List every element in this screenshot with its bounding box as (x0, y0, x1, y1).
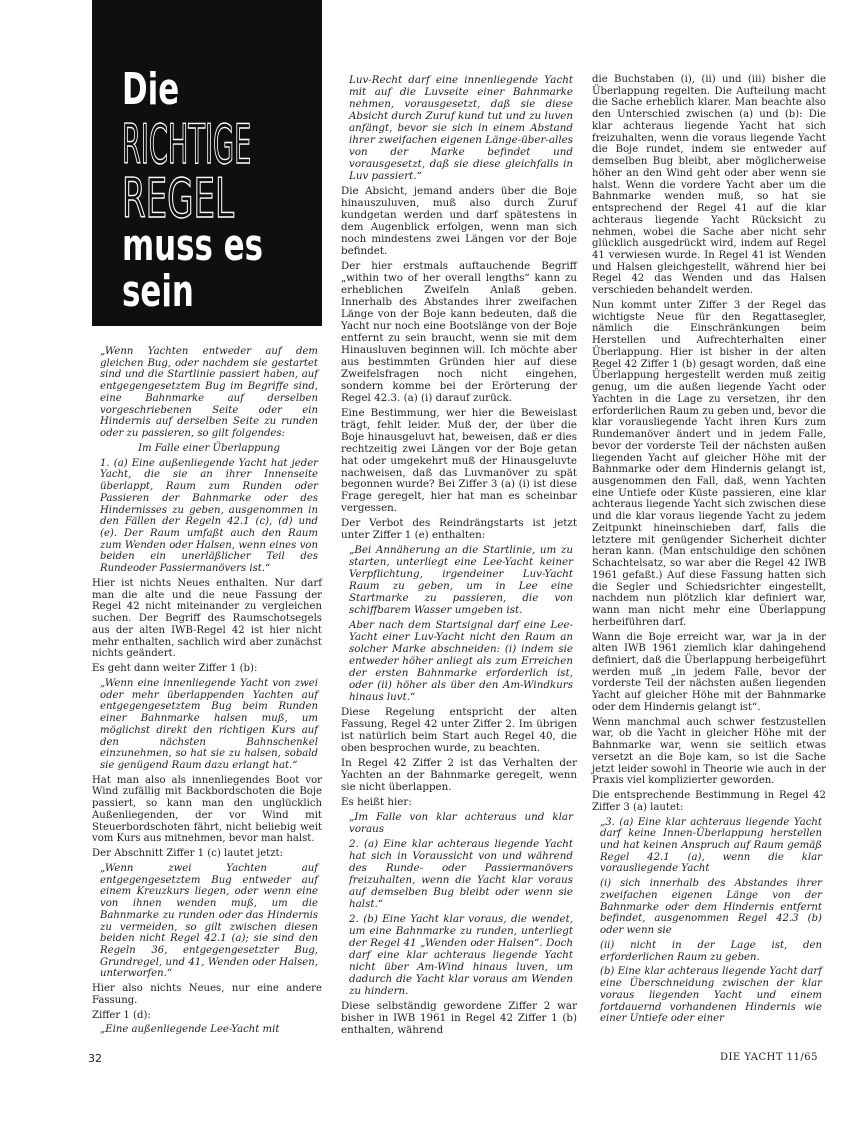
paragraph: „Wenn zwei Yachten auf entgegengesetztem Bug entweder auf einem Kreuzkurs liegen, oder wenn eine von ihnen wenden muß, um die Bahnmarke zu runden oder das Hindernis zu vermeiden, so gilt zwischen diesen beiden nicht Regel 42.1 (a); sie sind den Regeln 36, entgegengesetzter Bug, Grundregel, und 41, Wenden oder Halsen, unterworfen.“ (100, 862, 318, 980)
text-column-3 (592, 74, 826, 1028)
paragraph: Es heißt hier: (341, 796, 412, 809)
magazine-issue: DIE YACHT 11/65 (719, 1052, 818, 1063)
paragraph: Hier also nichts Neues, nur eine andere Fassung. (92, 983, 322, 1006)
paragraph: Es geht dann weiter Ziffer 1 (b): (92, 663, 258, 675)
title-line-richtige: RICHTIGE (122, 113, 252, 176)
paragraph: Diese Regelung entspricht der alten Fassung, Regel 42 unter Ziffer 2. Im übrigen ist natürlich beim Start auch Regel 40, die oben besprochen wurde, zu beachten. (341, 706, 577, 755)
page-number: 32 (88, 1052, 102, 1065)
paragraph: 2. (b) Eine Yacht klar voraus, die wendet, um eine Bahnmarke zu runden, unterliegt der Regel 41 „Wenden oder Halsen“. Doch darf eine klar achteraus liegende Yacht nicht über Am-Wind hinaus luven, um dadurch die Yacht klar voraus am Wenden zu hindern. (349, 912, 573, 997)
paragraph: „Wenn eine innenliegende Yacht von zwei oder mehr überlappenden Yachten auf entgegengesetztem Bug beim Runden einer Bahnmarke halsen muß, um möglichst direkt den richtigen Kurs auf den nächsten Bahnschenkel einzunehmen, so hat sie zu halsen, sobald sie genügend Raum dazu erlangt hat.“ (100, 677, 318, 771)
paragraph: „3. (a) Eine klar achteraus liegende Yacht darf keine Innen-Überlappung herstellen und hat keinen Anspruch auf Raum gemäß Regel 42.1 (a), wenn die klar vorausliegende Yacht (600, 816, 822, 875)
paragraph: Hat man also als innenliegendes Boot vor Wind zufällig mit Backbordschoten die Boje passiert, so kann man den unglücklich Außenliegenden, der vor Wind mit Steuerbordschoten fährt, nicht beliebig weit vom Kurs aus mitnehmen, bevor man halst. (92, 774, 322, 845)
paragraph: Hier ist nichts Neues enthalten. Nur darf man die alte und die neue Fassung der Regel 42 nicht miteinander zu vergleichen suchen. Der Begriff des Raumschotsegels aus der alten IWB-Regel 42 ist hier nicht mehr enthalten, sachlich wird aber zunächst nichts geändert. (92, 577, 322, 660)
paragraph: In Regel 42 Ziffer 2 ist das Verhalten der Yachten an der Bahnmarke geregelt, wenn sie nicht überlappen. (341, 757, 577, 794)
paragraph: Luv-Recht darf eine innenliegende Yacht mit auf die Luvseite einer Bahnmarke nehmen, vorausgesetzt, daß sie diese Absicht durch Zuruf kund tut und zu luven anfängt, bevor sie sich in einem Abstand ihrer zweifachen eigenen Länge-über-alles von der Marke befindet und vorausgesetzt, daß sie diese gleichfalls in Luv passiert.“ (349, 74, 573, 182)
paragraph: (ii) nicht in der Lage ist, den erforderlichen Raum zu geben. (600, 939, 822, 963)
paragraph: Ziffer 1 (d): (92, 1009, 151, 1021)
title-line-die: Die (122, 64, 180, 115)
paragraph: „Bei Annäherung an die Startlinie, um zu starten, unterliegt eine Lee-Yacht keiner Verpflichtung, irgendeiner Luv-Yacht Raum zu geben, um in Lee eine Startmarke zu passieren, die von schiffbarem Wasser umgeben ist. (349, 544, 573, 617)
title-line-sein: sein (122, 266, 194, 317)
paragraph: Im Falle einer Überlappung (138, 442, 280, 454)
paragraph: Der hier erstmals auftauchende Begriff „within two of her overall lengths“ kann zu erheblichen Zweifeln Anlaß geben. Innerhalb des Abstandes ihrer zweifachen Länge von der Boje kann bedeuten, daß die Yacht nur noch eine Bootslänge von der Boje entfernt zu sein braucht, wenn sie mit dem Hinausluven beginnen will. Ich möchte aber aus bestimmten Gründen hier auf diese Zweifelsfragen noch nicht eingehen, sondern komme bei der Erörterung der Regel 42.3. (a) (i) darauf zurück. (341, 259, 577, 404)
paragraph: (i) sich innerhalb des Abstandes ihrer zweifachen eigenen Länge von der Bahnmarke oder dem Hindernis entfernt befindet, ausgenommen Regel 42.3 (b) oder wenn sie (600, 878, 822, 937)
paragraph: „Wenn Yachten entweder auf dem gleichen Bug, oder nachdem sie gestartet sind und die Startlinie passiert haben, auf entgegengesetztem Bug im Begriffe sind, eine Bahnmarke auf derselben vorgeschriebenen Seite oder ein Hindernis auf derselben Seite zu runden oder zu passieren, so gilt folgendes: (100, 346, 318, 440)
paragraph: Der Abschnitt Ziffer 1 (c) lautet jetzt: (92, 848, 283, 860)
paragraph: Der Verbot des Reindrängstarts ist jetzt unter Ziffer 1 (e) enthalten: (341, 517, 577, 542)
paragraph: Diese selbständig gewordene Ziffer 2 war bisher in IWB 1961 in Regel 42 Ziffer 1 (b) enthalten, während (341, 999, 577, 1036)
paragraph: „Eine außenliegende Lee-Yacht mit (100, 1024, 280, 1036)
paragraph: Die entsprechende Bestimmung in Regel 42 Ziffer 3 (a) lautet: (592, 790, 826, 813)
text-column-2 (341, 74, 577, 1039)
paragraph: 1. (a) Eine außenliegende Yacht hat jeder Yacht, die sie an ihrer Innenseite überlappt, Raum zum Runden oder Passieren der Bahnmarke oder des Hindernisses zu geben, ausgenommen in den Fällen der Regeln 42.1 (c), (d) und (e). Der Raum umfaßt auch den Raum zum Wenden oder Halsen, wenn eines von beiden ein unerläßlicher Teil des Rundeoder Passiermanövers ist.“ (100, 457, 318, 575)
title-line-regel: REGEL (122, 167, 234, 230)
paragraph: Eine Bestimmung, wer hier die Beweislast trägt, fehlt leider. Muß der, der über die Boje hinausgeluvt hat, beweisen, daß er dies rechtzeitig zwei Längen vor der Boje getan hat oder umgekehrt muß der Hinausgeluvte nachweisen, daß das Luvmanöver zu spät begonnen wurde? Bei Ziffer 3 (a) (i) ist diese Frage geregelt, hier hat man es scheinbar vergessen. (341, 406, 577, 515)
paragraph: Wann die Boje erreicht war, war ja in der alten IWB 1961 ziemlich klar dahingehend definiert, daß die Überlappung herbeigeführt werden muß „in jedem Falle, bevor der vorderste Teil der nächsten außen liegenden Yacht auf gleicher Höhe mit der Bahnmarke oder dem Hindernis gelangt ist“. (592, 631, 826, 713)
title-block (92, 0, 322, 326)
title-line-muss-es: muss es (122, 220, 264, 271)
paragraph: 2. (a) Eine klar achteraus liegende Yacht hat sich in Voraussicht von und während des Runde- oder Passiermanövers freizuhalten, wenn die Yacht klar voraus auf demselben Bug bleibt oder wenn sie halst.“ (349, 838, 573, 910)
paragraph: Aber nach dem Startsignal darf eine Lee-Yacht einer Luv-Yacht nicht den Raum an solcher Marke abschneiden: (i) indem sie entweder höher anliegt als zum Erreichen der ersten Bahnmarke erforderlich ist, oder (ii) höher als über den Am-Windkurs hinaus luvt.“ (349, 619, 573, 704)
text-column-1 (92, 346, 322, 1039)
paragraph: Nun kommt unter Ziffer 3 der Regel das wichtigste Neue für den Regattasegler, nämlich die Einschränkungen beim Herstellen und Aufrechterhalten einer Überlappung. Hier ist bisher in der alten Regel 42 Ziffer 1 (b) gesagt worden, daß eine Überlappung hergestellt werden muß zeitig genug, um die außen liegende Yacht oder Yachten in die Lage zu versetzen, ihr den erforderlichen Raum zu geben und, bevor die klar vorausliegende Yacht ihren Kurs zum Rundemanöver ändert und in jedem Falle, bevor der vorderste Teil der nächsten außen liegenden Yacht auf gleicher Höhe mit der Bahnmarke oder dem Hindernis gelangt ist, ausgenommen den Fall, daß, wenn Yachten eine Untiefe oder Küste passieren, eine klar achteraus liegende Yacht sich zwischen diese und die klar voraus liegende Yacht zu jedem Zeitpunkt hineinschieben darf, falls die letztere mit genügender Sicherheit dichter heran kann. (Man entschuldige den schönen Schachtelsatz, so war aber die Regel 42 IWB 1961 gefaßt.) Auf diese Fassung hatten sich die Segler und Schiedsrichter eingestellt, nachdem nun plötzlich klar definiert war, wann man nicht mehr eine Überlappung herbeiführen darf. (592, 299, 826, 628)
paragraph: die Buchstaben (i), (ii) und (iii) bisher die Überlappung regelten. Die Aufteilung macht die Sache erheblich klarer. Man beachte also den Unterschied zwischen (a) und (b): Die klar achteraus liegende Yacht hat sich freizuhalten, wenn die voraus liegende Yacht die Boje rundet, indem sie entweder auf demselben Bug bleibt, aber möglicherweise höher an den Wind geht oder aber wenn sie halst. Wenn die vordere Yacht aber um die Bahnmarke wenden muß, so hat sie entsprechend der Regel 41 auf die klar achteraus liegende Yacht Rücksicht zu nehmen, wobei die Sache aber nicht sehr glücklich ausgedrückt wird, indem auf Regel 41 verwiesen wurde. In Regel 41 ist Wenden und Halsen gleichgestellt, während hier bei Regel 42 das Wenden und das Halsen verschieden behandelt werden. (592, 74, 826, 297)
paragraph: Wenn manchmal auch schwer festzustellen war, ob die Yacht in gleicher Höhe mit der Bahnmarke war, wenn sie seitlich etwas versetzt an die Boje kam, so ist die Sache jetzt leider sowohl in Theorie wie auch in der Praxis viel komplizierter geworden. (592, 716, 826, 787)
paragraph: (b) Eine klar achteraus liegende Yacht darf eine Überschneidung zwischen der klar voraus liegenden Yacht und einem fortdauernd vorhandenen Hindernis wie einer Untiefe oder einer (600, 966, 822, 1025)
paragraph: Die Absicht, jemand anders über die Boje hinauszuluven, muß also durch Zuruf kundgetan werden und darf spätestens in dem Augenblick erfolgen, wenn man sich noch mindestens zwei Längen vor der Boje befindet. (341, 184, 577, 257)
paragraph: „Im Falle von klar achteraus und klar voraus (349, 811, 573, 836)
